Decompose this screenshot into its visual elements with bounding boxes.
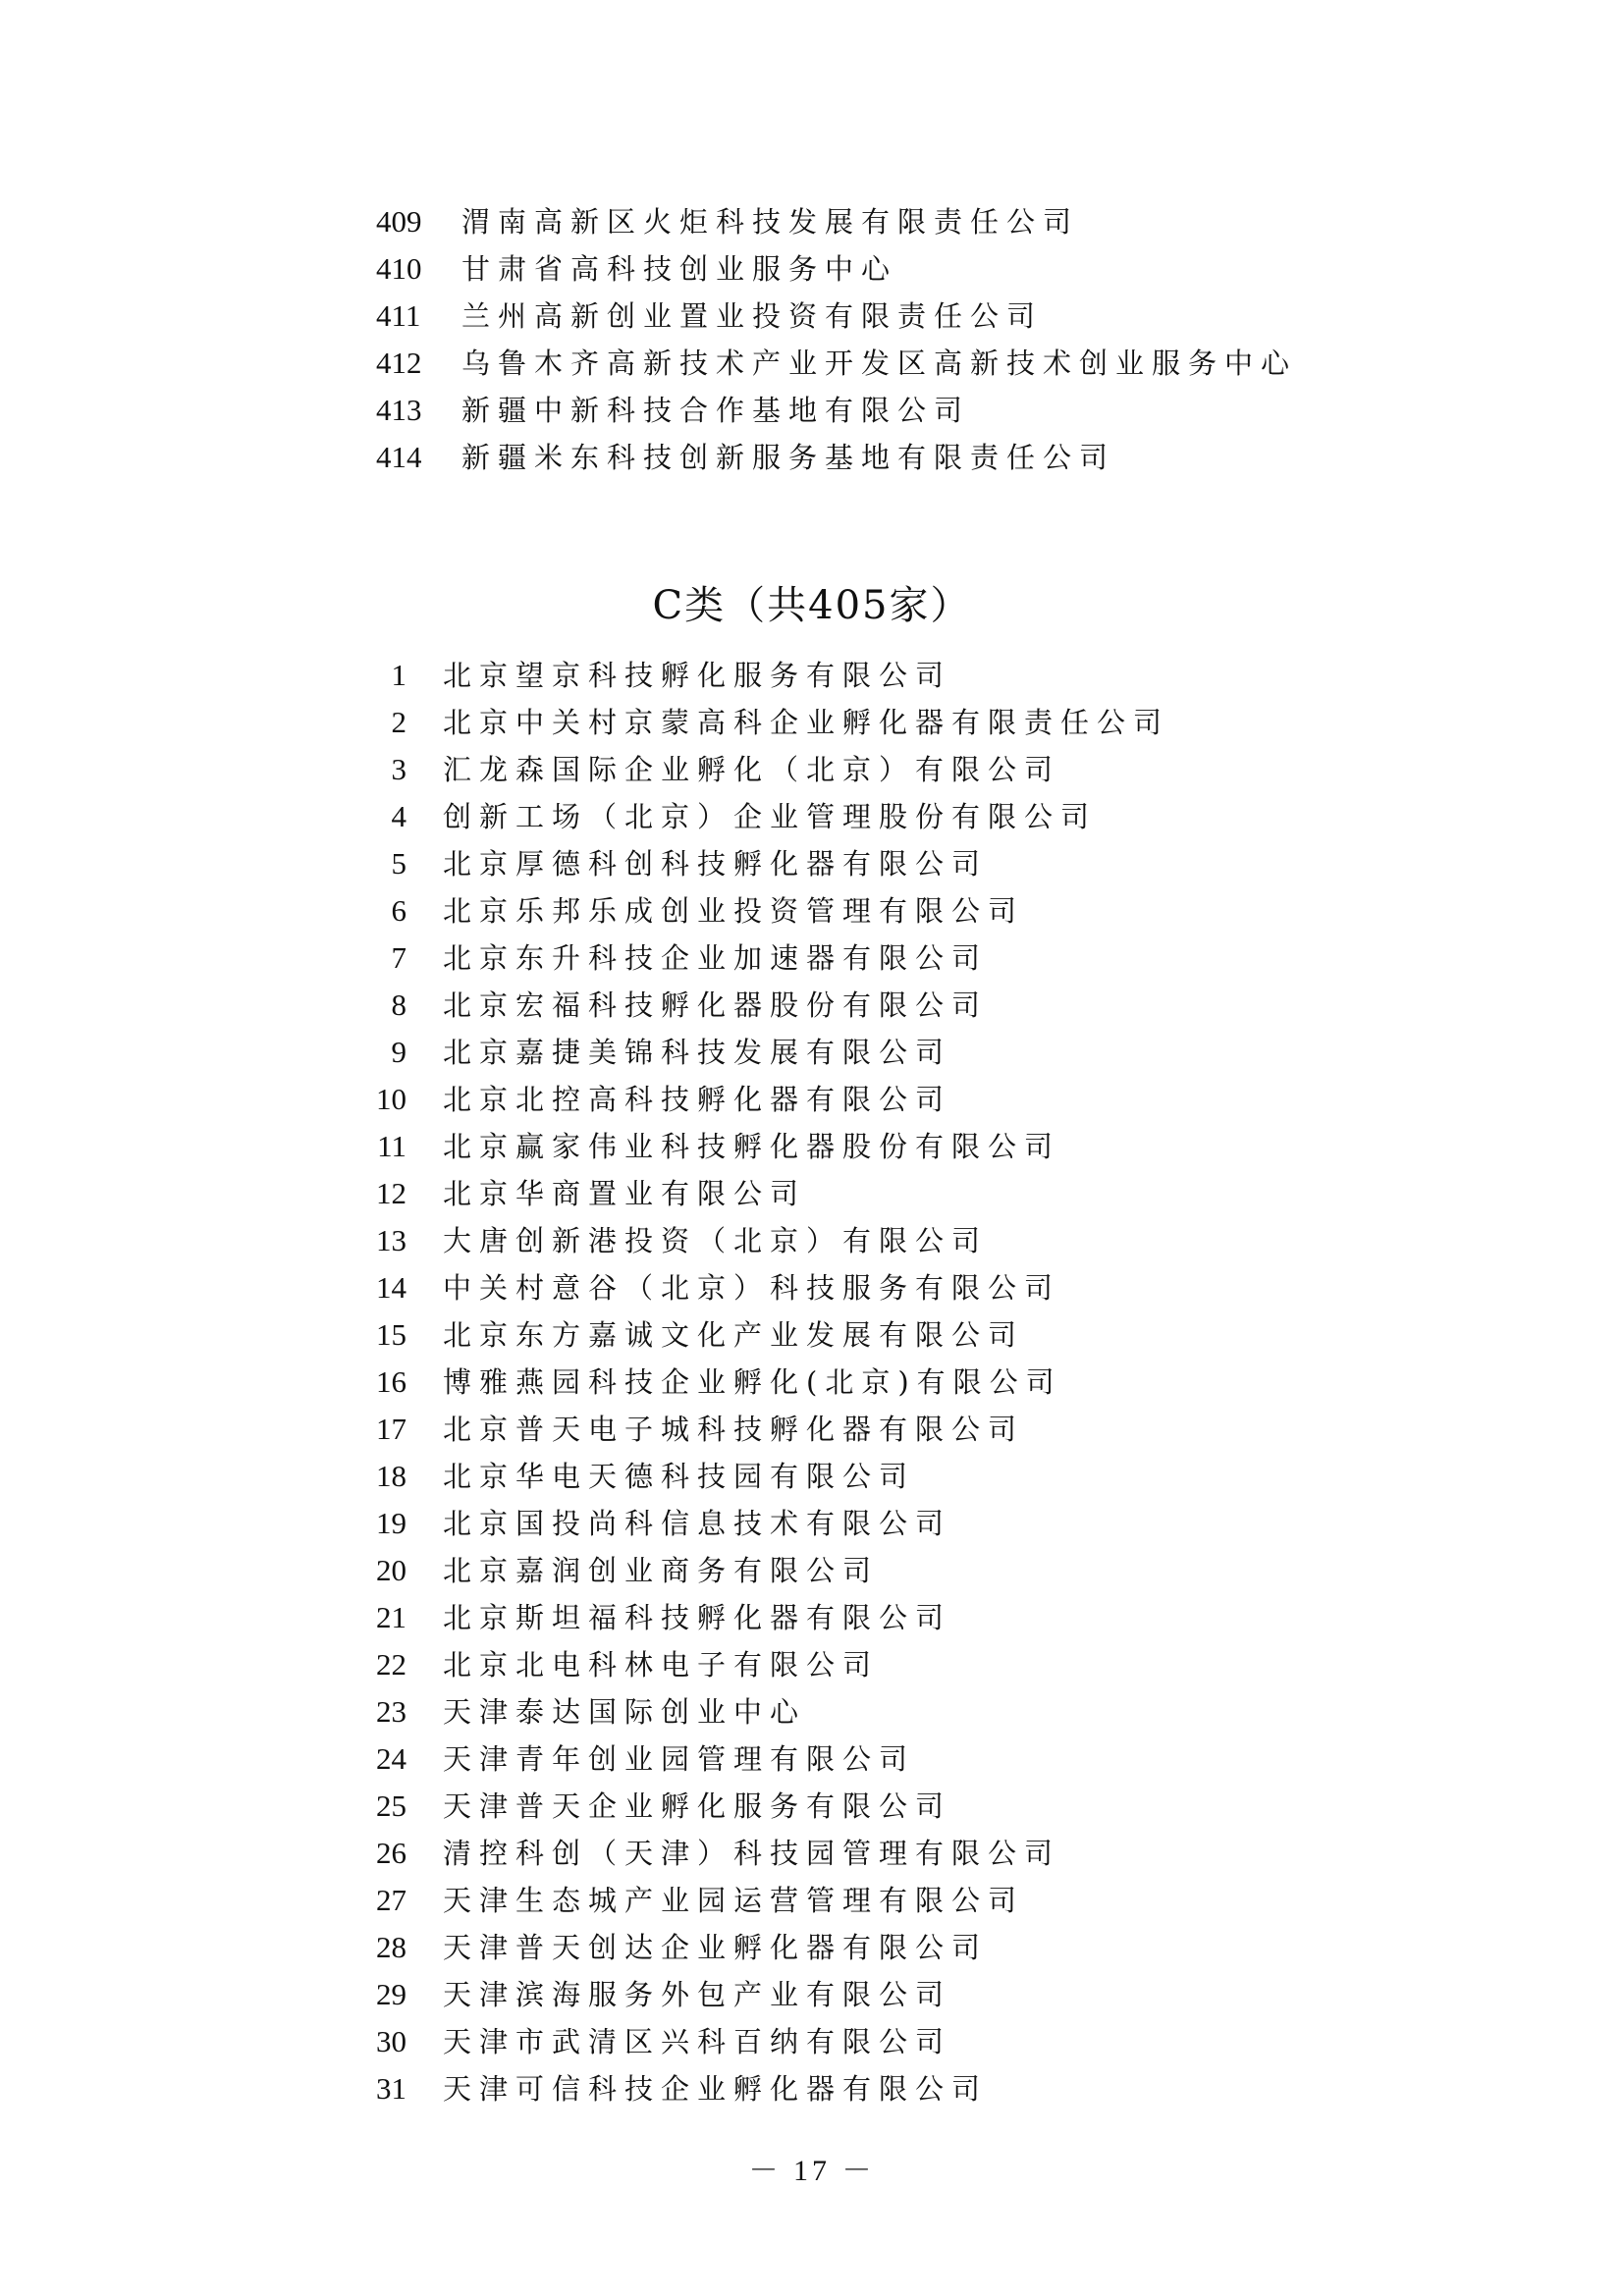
item-number: 29	[376, 1977, 406, 2011]
item-number: 409	[376, 204, 422, 239]
company-name: 北京乐邦乐成创业投资管理有限公司	[443, 894, 1025, 928]
company-name: 汇龙森国际企业孵化（北京）有限公司	[443, 753, 1061, 786]
item-number: 27	[376, 1883, 406, 1917]
item-number: 12	[376, 1176, 406, 1210]
item-number: 22	[376, 1647, 406, 1682]
item-number: 413	[376, 393, 422, 427]
company-name: 北京中关村京蒙高科企业孵化器有限责任公司	[443, 706, 1170, 739]
item-number: 410	[376, 251, 422, 286]
item-number: 26	[376, 1836, 406, 1870]
company-name: 博雅燕园科技企业孵化(北京)有限公司	[443, 1365, 1062, 1399]
item-number: 10	[376, 1082, 406, 1116]
item-number: 6	[391, 893, 406, 928]
section-title: C类（共405家）	[652, 583, 972, 628]
item-number: 28	[376, 1930, 406, 1964]
company-name: 北京华商置业有限公司	[443, 1177, 807, 1210]
company-name: 北京宏福科技孵化器股份有限公司	[443, 988, 989, 1022]
item-number: 8	[391, 988, 406, 1022]
company-name: 北京嘉润创业商务有限公司	[443, 1554, 880, 1587]
company-name: 清控科创（天津）科技园管理有限公司	[443, 1837, 1061, 1870]
company-name: 北京东升科技企业加速器有限公司	[443, 941, 989, 975]
item-number: 14	[376, 1270, 406, 1305]
item-number: 16	[376, 1364, 406, 1399]
item-number: 15	[376, 1317, 406, 1352]
company-name: 天津生态城产业园运营管理有限公司	[443, 1884, 1025, 1917]
item-number: 414	[376, 440, 422, 474]
page-number: － 17 －	[748, 2155, 876, 2187]
company-name: 北京国投尚科信息技术有限公司	[443, 1507, 952, 1540]
item-number: 9	[391, 1035, 406, 1069]
company-name: 天津滨海服务外包产业有限公司	[443, 1978, 952, 2011]
company-name: 北京华电天德科技园有限公司	[443, 1460, 916, 1493]
company-name: 创新工场（北京）企业管理股份有限公司	[443, 800, 1098, 833]
item-number: 18	[376, 1459, 406, 1493]
item-number: 25	[376, 1789, 406, 1823]
company-name: 新疆米东科技创新服务基地有限责任公司	[461, 441, 1116, 474]
item-number: 19	[376, 1506, 406, 1540]
item-number: 24	[376, 1741, 406, 1776]
company-name: 北京斯坦福科技孵化器有限公司	[443, 1601, 952, 1634]
company-name: 北京嘉捷美锦科技发展有限公司	[443, 1036, 952, 1069]
item-number: 1	[391, 658, 406, 692]
item-number: 17	[376, 1412, 406, 1446]
company-name: 兰州高新创业置业投资有限责任公司	[461, 299, 1044, 333]
item-number: 7	[391, 940, 406, 975]
company-name: 天津可信科技企业孵化器有限公司	[443, 2072, 989, 2106]
company-name: 天津普天创达企业孵化器有限公司	[443, 1931, 989, 1964]
company-name: 北京厚德科创科技孵化器有限公司	[443, 847, 989, 881]
item-number: 5	[391, 846, 406, 881]
company-name: 中关村意谷（北京）科技服务有限公司	[443, 1271, 1061, 1305]
item-number: 20	[376, 1553, 406, 1587]
company-name: 甘肃省高科技创业服务中心	[461, 252, 898, 286]
item-number: 4	[391, 799, 406, 833]
company-name: 北京普天电子城科技孵化器有限公司	[443, 1413, 1025, 1446]
company-name: 北京北电科林电子有限公司	[443, 1648, 880, 1682]
item-number: 2	[391, 705, 406, 739]
item-number: 412	[376, 346, 422, 380]
company-name: 天津泰达国际创业中心	[443, 1695, 807, 1729]
item-number: 30	[376, 2024, 406, 2058]
item-number: 11	[377, 1129, 406, 1163]
company-name: 乌鲁木齐高新技术产业开发区高新技术创业服务中心	[461, 347, 1298, 380]
company-name: 天津市武清区兴科百纳有限公司	[443, 2025, 952, 2058]
company-name: 北京东方嘉诚文化产业发展有限公司	[443, 1318, 1025, 1352]
company-name: 天津普天企业孵化服务有限公司	[443, 1789, 952, 1823]
company-name: 北京望京科技孵化服务有限公司	[443, 659, 952, 692]
company-name: 北京赢家伟业科技孵化器股份有限公司	[443, 1130, 1061, 1163]
company-name: 北京北控高科技孵化器有限公司	[443, 1083, 952, 1116]
item-number: 3	[391, 752, 406, 786]
company-name: 新疆中新科技合作基地有限公司	[461, 394, 971, 427]
item-number: 23	[376, 1694, 406, 1729]
item-number: 411	[376, 298, 421, 333]
company-name: 大唐创新港投资（北京）有限公司	[443, 1224, 989, 1257]
item-number: 13	[376, 1223, 406, 1257]
item-number: 21	[376, 1600, 406, 1634]
company-name: 渭南高新区火炬科技发展有限责任公司	[461, 205, 1080, 239]
item-number: 31	[376, 2071, 406, 2106]
company-name: 天津青年创业园管理有限公司	[443, 1742, 916, 1776]
